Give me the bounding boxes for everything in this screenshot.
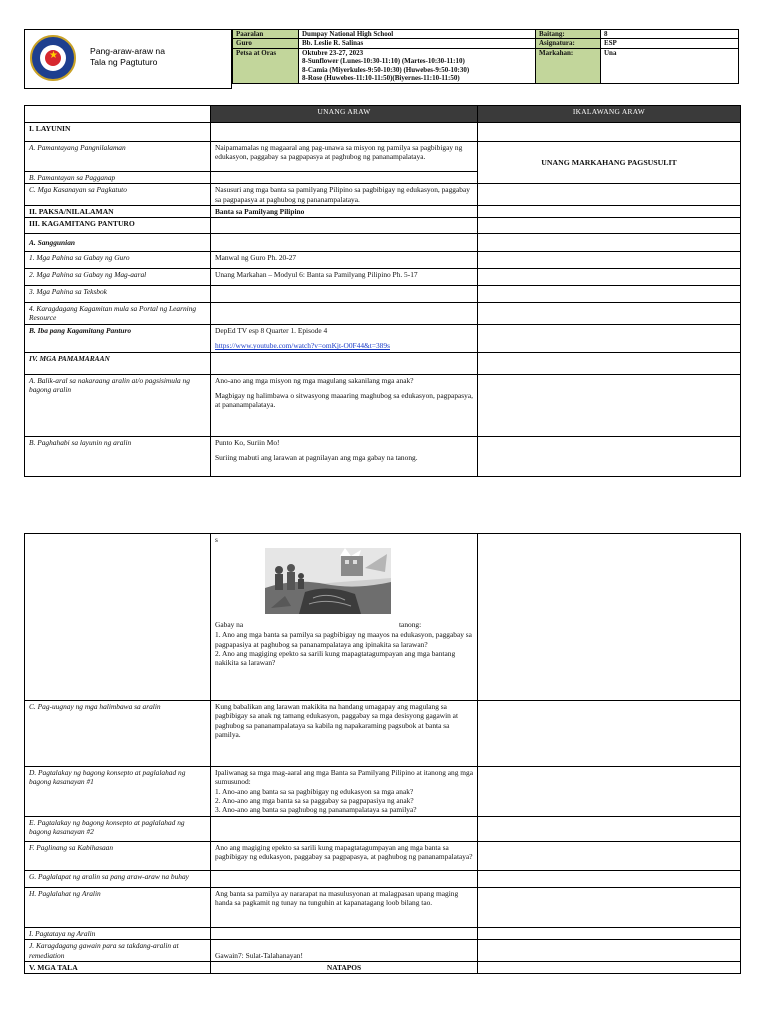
row-value-mga-kasanayan: Nasusuri ang mga banta sa pamilyang Pilipino sa pagbibigay ng edukasyon, paggabay sa pagpapasya at paghubog ng pananampalataya. [211,184,478,206]
s-mark: s [215,535,218,544]
row-value-pag-uugnay: Kung babalikan ang larawan makikita na handang umagapay ang magulang sa pagbibigay sa anak ng tamang edukasyon, paggabay sa mga desisyong gagawin at paghubog sa pananampalataya sa kabila ng napakaraming pagsubok at banta sa pamilya. [211,701,478,767]
family-threat-illustration [265,548,391,614]
markahan-label: Markahan: [536,48,601,83]
gabay-na-label: Gabay na [215,620,244,630]
row-label-paglalahat: H. Paglalahat ng Aralin [25,888,211,928]
asignatura-label: Asignatura: [536,39,601,48]
row-value-balik-aral [211,374,478,436]
paaralan-value: Dumpay National High School [299,30,536,39]
episode-text: DepEd TV esp 8 Quarter 1. Episode 4 [215,326,328,336]
paghahabi-title: Punto Ko, Suriin Mo! [215,437,280,447]
row-value-paksa: Banta sa Pamilyang Pilipino [211,205,478,217]
balik-aral-instruction: Magbigay ng halimbawa o sitwasyong maaaring maghubog sa edukasyon, pagpapasya, at pananampalataya. [215,390,473,410]
baitang-value: 8 [601,30,739,39]
row-value-pagtalakay-1 [211,767,478,817]
row-label-pamantayang-pangnilalaman: A. Pamantayang Pangnilalaman [25,142,211,172]
lesson-table-page1 [24,105,741,477]
petsa-value [299,48,536,83]
row-value-iba-pang-kagamitan [211,325,478,353]
petsa-line: 8-Rose (Huwebes-11:10-11:50)(Biyernes-11:10-11:50) [302,73,460,82]
row-label-karagdagang-kagamitan: 4. Karagdagang Kagamitan mula sa Portal ng Learning Resource [25,303,211,325]
paghahabi-instruction: Suriing mabuti ang larawan at pagnilayan ang mga gabay na tanong. [215,452,418,462]
petsa-line: 8-Camia (Miyerkules-9:50-10:30) (Huwebes-9:50-10:30) [302,65,470,74]
row-value-paglinang: Ano ang magiging epekto sa sarili kung mapagtatagumpayan ang mga banta sa pagbibigay ng edukasyon, paggabay sa pagpapasya, at paghubog ng pananampalataya? [211,842,478,871]
petsa-label: Petsa at Oras [233,48,299,83]
markahan-value: Una [601,48,739,83]
pagtalakay-question-2: 2. Ano-ano ang mga banta sa sa paggabay sa pagpapasiya ng anak? [215,795,414,805]
section-kagamitang-panturo: III. KAGAMITANG PANTURO [25,218,211,234]
lesson-table-page2 [24,533,741,974]
title-line-1: Pang-araw-araw na [90,46,165,56]
day2-exam-note: UNANG MARKAHANG PAGSUSULIT [478,142,741,184]
baitang-label: Baitang: [536,30,601,39]
row-label-pamantayan-pagganap: B. Pamantayan sa Pagganap [25,172,211,184]
column-header-day2: IKALAWANG ARAW [478,106,741,123]
deped-seal-logo: ★ [30,35,76,81]
row-value-pamantayang-pangnilalaman: Naipamamalas ng magaaral ang pag-unawa sa misyon ng pamilya sa pagbibigay ng edukasyon, paggabay sa pagpapasya at paghubog ng pananampalataya. [211,142,478,172]
row-label-karagdagang-gawain: J. Karagdagang gawain para sa takdang-aralin at remediation [25,940,211,962]
row-label-paglalapat: G. Paglalapat ng aralin sa pang araw-araw na buhay [25,871,211,888]
row-label-sanggunian: A. Sanggunian [25,234,211,252]
document-title [90,46,165,68]
row-label-pagtalakay-1: D. Pagtalakay ng bagong konsepto at paglalahad ng bagong kasanayan #1 [25,767,211,817]
section-layunin: I. LAYUNIN [25,123,211,142]
gabay-na-tanong [215,620,473,630]
row-value-gabay-mag-aaral: Unang Markahan – Modyul 6: Banta sa Pamilyang Pilipino Ph. 5-17 [211,269,478,286]
row-label-iba-pang-kagamitan: B. Iba pang Kagamitang Panturo [25,325,211,353]
petsa-line: 8-Sunflower (Lunes-10:30-11:10) (Martes-10:30-11:10) [302,57,465,66]
row-label-pagtalakay-2: E. Pagtalakay ng bagong konsepto at paglalahad ng bagong kasanayan #2 [25,817,211,842]
row-label-paglinang: F. Paglinang sa Kabihasaan [25,842,211,871]
row-label-teksbok: 3. Mga Pahina sa Teksbok [25,286,211,303]
balik-aral-question: Ano-ano ang mga misyon ng mga magulang sakanilang mga anak? [215,375,414,385]
row-label-balik-aral: A. Balik-aral sa nakaraang aralin at/o pagsisimula ng bagong aralin [25,374,211,436]
guro-value: Bb. Leslie R. Salinas [299,39,536,48]
section-paksa: II. PAKSA/NILALAMAN [25,205,211,217]
pagtalakay-intro: Ipaliwanag sa mga mag-aaral ang mga Banta sa Pamilyang Pilipino at itanong ang mga sumusunod: [215,768,473,787]
title-line-2: Tala ng Pagtuturo [90,57,158,67]
row-label-pag-uugnay: C. Pag-uugnay ng mga halimbawa sa aralin [25,701,211,767]
row-label-gabay-mag-aaral: 2. Mga Pahina sa Gabay ng Mag-aaral [25,269,211,286]
pagtalakay-question-1: 1. Ano-ano ang banta sa sa pagbibigay ng edukasyon sa mga anak? [215,786,414,796]
paaralan-label: Paaralan [233,30,299,39]
row-value-natapos: NATAPOS [211,961,478,973]
guro-label: Guro [233,39,299,48]
section-mga-tala: V. MGA TALA [25,961,211,973]
tanong-label: tanong: [399,620,422,630]
pagtalakay-question-3: 3. Ano-ano ang banta sa paghubog ng pananampalataya sa pamilya? [215,805,417,814]
row-label-mga-kasanayan: C. Mga Kasanayan sa Pagkatuto [25,184,211,206]
row-value-gabay-guro: Manwal ng Guro Ph. 20-27 [211,252,478,269]
section-mga-pamamaraan: IV. MGA PAMAMARAAN [25,352,211,374]
petsa-line: Oktubre 23-27, 2023 [302,48,364,57]
header-blank-cell [25,106,211,123]
youtube-link[interactable]: https://www.youtube.com/watch?v=omKjt-O0F44&t=389s [215,341,390,351]
asignatura-value: ESP [601,39,739,48]
row-value-karagdagang-gawain: Gawain7: Sulat-Talahanayan! [211,940,478,962]
row-label-pagtataya: I. Pagtataya ng Aralin [25,928,211,940]
guide-question-1: 1. Ano ang mga banta sa pamilya sa pagbibigay ng maayos na edukasyon, paggabay sa pagpapasiya at paghubog sa pananampalataya ang ipinakita sa larawan? [215,630,472,649]
picture-analysis-cell [211,534,478,701]
row-label-gabay-guro: 1. Mga Pahina sa Gabay ng Guro [25,252,211,269]
guide-question-2: 2. Ano ang magiging epekto sa sarili kung mapagtatagumpayan ang mga bantang nakikita sa larawan? [215,648,456,667]
row-label-paghahabi: B. Paghahabi sa layunin ng aralin [25,436,211,476]
row-value-paghahabi [211,436,478,476]
row-value-paglalahat: Ang banta sa pamilya ay nararapat na masulusyonan at malagpasan upang maging handa sa pagkamit ng tunay na tunguhin at kapanatagang loob bilang tao. [211,888,478,928]
info-table [232,29,739,84]
column-header-day1: UNANG ARAW [211,106,478,123]
